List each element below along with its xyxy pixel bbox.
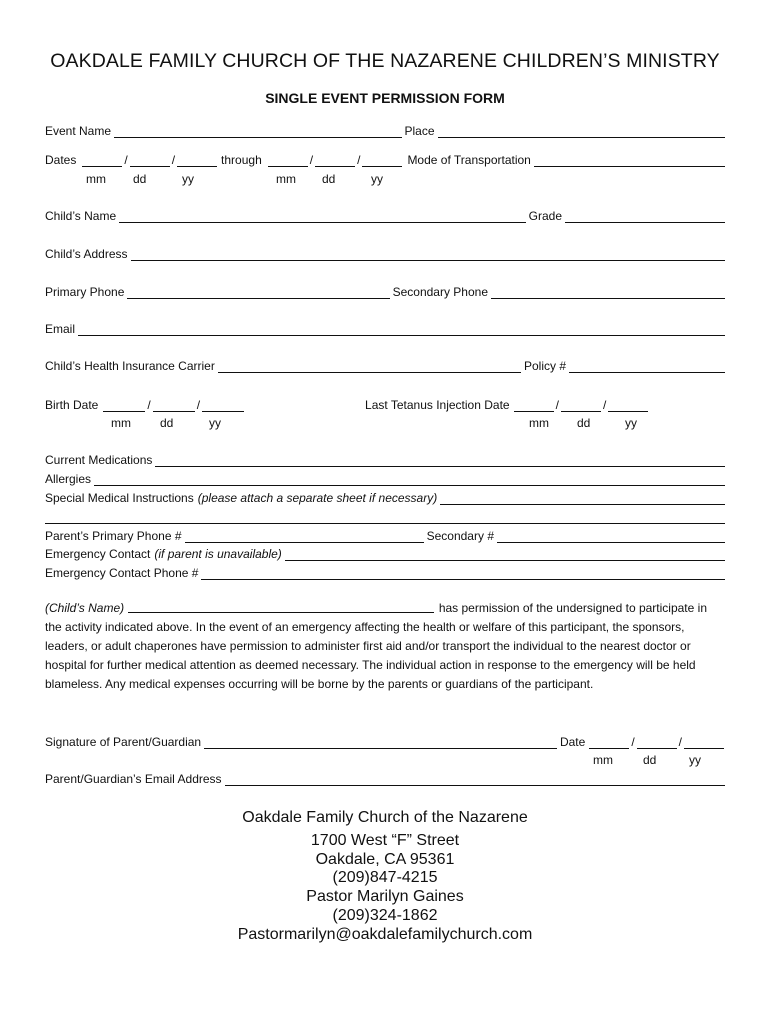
form-title: OAKDALE FAMILY CHURCH OF THE NAZARENE CHILDREN’S MINISTRY bbox=[50, 50, 720, 72]
emergency-contact-note: (if parent is unavailable) bbox=[154, 547, 282, 561]
email-field[interactable] bbox=[78, 324, 725, 336]
childs-name-label: Child’s Name bbox=[45, 209, 117, 223]
policy-field[interactable] bbox=[569, 361, 725, 373]
signature-label: Signature of Parent/Guardian bbox=[45, 735, 202, 749]
special-medical-continuation-row bbox=[45, 508, 725, 524]
start-year-field[interactable] bbox=[177, 155, 217, 167]
phone-row bbox=[45, 283, 725, 299]
birth-date-label: Birth Date bbox=[45, 398, 99, 412]
sign-day-field[interactable] bbox=[637, 737, 677, 749]
special-medical-row bbox=[45, 489, 725, 505]
secondary-phone-label: Secondary Phone bbox=[392, 285, 488, 299]
place-label: Place bbox=[404, 124, 435, 138]
tetanus-yy-hint: yy bbox=[625, 416, 637, 430]
special-medical-label: Special Medical Instructions bbox=[45, 491, 194, 505]
birth-month-field[interactable] bbox=[103, 400, 145, 412]
email-label: Email bbox=[45, 322, 76, 336]
parent-email-field[interactable] bbox=[225, 774, 725, 786]
childs-name-label-italic: (Child’s Name) bbox=[45, 601, 125, 615]
emergency-phone-field[interactable] bbox=[201, 568, 725, 580]
tetanus-day-field[interactable] bbox=[561, 400, 601, 412]
tetanus-month-field[interactable] bbox=[514, 400, 554, 412]
start-month-field[interactable] bbox=[82, 155, 122, 167]
end-dd-hint: dd bbox=[322, 172, 336, 186]
sign-year-field[interactable] bbox=[684, 737, 724, 749]
insurance-label: Child’s Health Insurance Carrier bbox=[45, 359, 215, 373]
emergency-phone-label: Emergency Contact Phone # bbox=[45, 566, 199, 580]
church-name: Oakdale Family Church of the Nazarene bbox=[242, 809, 528, 826]
emergency-contact-field[interactable] bbox=[285, 549, 725, 561]
secondary-num-label: Secondary # bbox=[426, 529, 494, 543]
email-row bbox=[45, 320, 725, 336]
transportation-label: Mode of Transportation bbox=[407, 153, 531, 167]
medications-label: Current Medications bbox=[45, 453, 153, 467]
pastor-email[interactable]: Pastormarilyn@oakdalefamilychurch.com bbox=[237, 926, 533, 943]
birth-dd-hint: dd bbox=[160, 416, 174, 430]
event-name-row bbox=[45, 122, 725, 138]
dates-label: Dates bbox=[45, 153, 77, 167]
special-medical-note: (please attach a separate sheet if necessary) bbox=[197, 491, 438, 505]
childs-address-row bbox=[45, 245, 725, 261]
sign-yy-hint: yy bbox=[689, 753, 701, 767]
grade-label: Grade bbox=[528, 209, 562, 223]
permission-paragraph bbox=[45, 599, 721, 694]
parents-phone-row bbox=[45, 527, 725, 543]
end-yy-hint: yy bbox=[371, 172, 383, 186]
start-day-field[interactable] bbox=[130, 155, 170, 167]
through-label: through bbox=[221, 153, 262, 167]
parent-email-label: Parent/Guardian’s Email Address bbox=[45, 772, 222, 786]
allergies-label: Allergies bbox=[45, 472, 92, 486]
church-phone: (209)847-4215 bbox=[332, 869, 438, 886]
permission-childs-name-field[interactable] bbox=[128, 601, 434, 613]
sign-dd-hint: dd bbox=[643, 753, 657, 767]
primary-phone-field[interactable] bbox=[127, 287, 389, 299]
transportation-field[interactable] bbox=[534, 155, 725, 167]
sign-month-field[interactable] bbox=[589, 737, 629, 749]
special-medical-field[interactable] bbox=[440, 493, 725, 505]
parents-phone-label: Parent’s Primary Phone # bbox=[45, 529, 182, 543]
grade-field[interactable] bbox=[565, 211, 725, 223]
sign-mm-hint: mm bbox=[593, 753, 613, 767]
date-label: Date bbox=[559, 735, 586, 749]
event-name-field[interactable] bbox=[114, 126, 401, 138]
birth-day-field[interactable] bbox=[153, 400, 195, 412]
end-day-field[interactable] bbox=[315, 155, 355, 167]
pastor-name: Pastor Marilyn Gaines bbox=[306, 888, 464, 905]
special-medical-field-2[interactable] bbox=[45, 512, 725, 524]
permission-text: has permission of the undersigned to participate in the activity indicated above. In the event of an emergency affecting the health or welfare of this participant, the sponsors, leaders, or adult chaperones have permission to administer first aid and/or transport the individual to the nearest doctor or hospital for further medical attention as deemed necessary. The individual action in response to the emergency will be held blameless. Any medical expenses occurring will be borne by the parents or guardians of the participant. bbox=[45, 601, 707, 691]
policy-label: Policy # bbox=[523, 359, 566, 373]
emergency-phone-row bbox=[45, 564, 725, 580]
start-mm-hint: mm bbox=[86, 172, 106, 186]
allergies-row bbox=[45, 470, 725, 486]
emergency-contact-label: Emergency Contact bbox=[45, 547, 151, 561]
start-dd-hint: dd bbox=[133, 172, 147, 186]
secondary-phone-field[interactable] bbox=[491, 287, 725, 299]
childs-name-field[interactable] bbox=[119, 211, 526, 223]
start-yy-hint: yy bbox=[182, 172, 194, 186]
childs-name-row bbox=[45, 207, 725, 223]
birth-year-field[interactable] bbox=[202, 400, 244, 412]
tetanus-dd-hint: dd bbox=[577, 416, 591, 430]
place-field[interactable] bbox=[438, 126, 725, 138]
pastor-phone: (209)324-1862 bbox=[332, 907, 438, 924]
tetanus-label: Last Tetanus Injection Date bbox=[365, 398, 510, 412]
dates-row: Dates / / through / / Mode of Transportation bbox=[45, 151, 725, 167]
event-name-label: Event Name bbox=[45, 124, 112, 138]
end-month-field[interactable] bbox=[268, 155, 308, 167]
birth-yy-hint: yy bbox=[209, 416, 221, 430]
birth-tetanus-row: Birth Date / / Last Tetanus Injection Date / / bbox=[45, 396, 725, 412]
childs-address-field[interactable] bbox=[131, 249, 726, 261]
secondary-num-field[interactable] bbox=[497, 531, 725, 543]
church-street: 1700 West “F” Street bbox=[310, 832, 460, 849]
medications-field[interactable] bbox=[155, 455, 725, 467]
allergies-field[interactable] bbox=[94, 474, 725, 486]
form-subtitle: SINGLE EVENT PERMISSION FORM bbox=[265, 90, 505, 106]
church-city: Oakdale, CA 95361 bbox=[315, 851, 455, 868]
birth-mm-hint: mm bbox=[111, 416, 131, 430]
insurance-field[interactable] bbox=[218, 361, 521, 373]
end-year-field[interactable] bbox=[362, 155, 402, 167]
primary-phone-label: Primary Phone bbox=[45, 285, 125, 299]
medications-row bbox=[45, 451, 725, 467]
childs-address-label: Child’s Address bbox=[45, 247, 128, 261]
tetanus-mm-hint: mm bbox=[529, 416, 549, 430]
signature-row: Signature of Parent/Guardian Date / / bbox=[45, 733, 725, 749]
emergency-contact-row bbox=[45, 545, 725, 561]
parent-email-row bbox=[45, 770, 725, 786]
tetanus-year-field[interactable] bbox=[608, 400, 648, 412]
signature-field[interactable] bbox=[204, 737, 557, 749]
insurance-row bbox=[45, 357, 725, 373]
end-mm-hint: mm bbox=[276, 172, 296, 186]
parents-phone-field[interactable] bbox=[185, 531, 424, 543]
